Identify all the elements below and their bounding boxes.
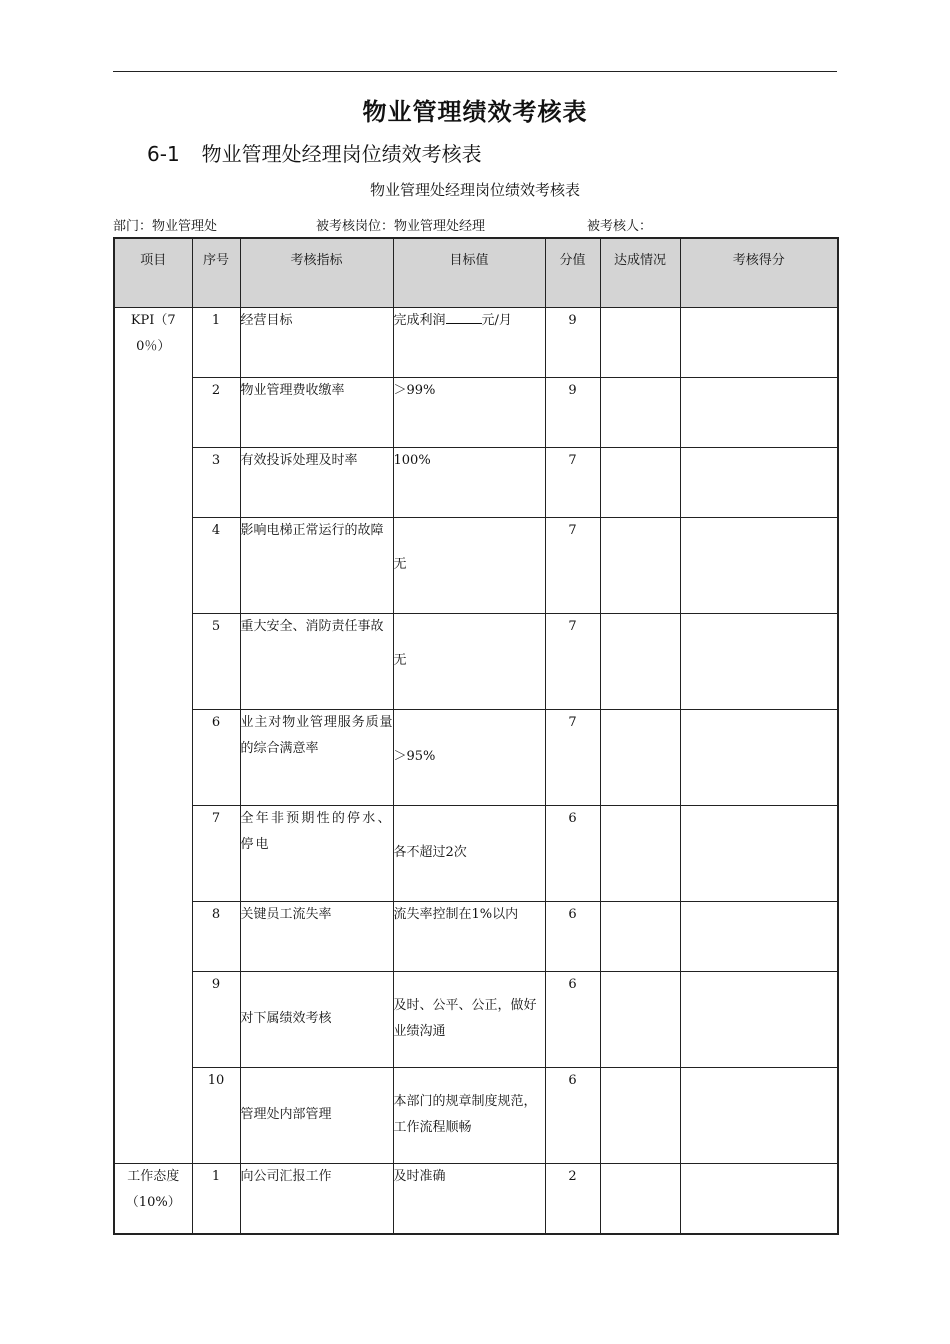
row-score: 9	[545, 377, 600, 447]
row-achievement[interactable]	[600, 1163, 680, 1234]
col-header-target: 目标值	[393, 238, 545, 307]
row-achievement[interactable]	[600, 901, 680, 971]
page-title: 物业管理绩效考核表	[362, 97, 588, 126]
col-header-result: 考核得分	[680, 238, 838, 307]
row-target: 无	[393, 517, 545, 613]
row-score: 2	[545, 1163, 600, 1234]
row-no: 6	[192, 709, 240, 805]
row-achievement[interactable]	[600, 805, 680, 901]
row-result[interactable]	[680, 805, 838, 901]
row-target: 本部门的规章制度规范，工作流程顺畅	[393, 1067, 545, 1163]
row-result[interactable]	[680, 517, 838, 613]
target-suffix: 元/月	[481, 312, 512, 328]
attitude-category-label: 工作态度（10%）	[125, 1168, 181, 1210]
table-row	[114, 307, 838, 377]
row-achievement[interactable]	[600, 377, 680, 447]
kpi-category-label: KPI（70％）	[130, 312, 176, 354]
row-result[interactable]	[680, 1163, 838, 1234]
table-header-row	[114, 238, 838, 307]
kpi-category-cell	[114, 307, 192, 1163]
row-achievement[interactable]	[600, 307, 680, 377]
row-no: 7	[192, 805, 240, 901]
row-score: 6	[545, 1067, 600, 1163]
row-no: 5	[192, 613, 240, 709]
table-row	[114, 613, 838, 709]
row-no: 1	[192, 1163, 240, 1234]
row-achievement[interactable]	[600, 971, 680, 1067]
row-score: 6	[545, 805, 600, 901]
col-header-score: 分值	[545, 238, 600, 307]
row-target: 100%	[393, 447, 545, 517]
row-score: 6	[545, 971, 600, 1067]
row-target: 及时、公平、公正，做好业绩沟通	[393, 971, 545, 1067]
row-result[interactable]	[680, 447, 838, 517]
row-indicator: 业主对物业管理服务质量的综合满意率	[240, 709, 393, 805]
attitude-category-cell	[114, 1163, 192, 1234]
col-header-indicator: 考核指标	[240, 238, 393, 307]
row-no: 3	[192, 447, 240, 517]
row-result[interactable]	[680, 1067, 838, 1163]
department-label: 部门：物业管理处	[113, 219, 218, 234]
row-target: 各不超过2次	[393, 805, 545, 901]
row-result[interactable]	[680, 709, 838, 805]
row-indicator: 对下属绩效考核	[240, 971, 393, 1067]
row-no: 8	[192, 901, 240, 971]
row-achievement[interactable]	[600, 1067, 680, 1163]
row-score: 7	[545, 709, 600, 805]
target-prefix: 完成利润	[393, 312, 446, 328]
section-heading	[147, 138, 482, 167]
row-result[interactable]	[680, 307, 838, 377]
row-indicator: 全年非预期性的停水、停电	[240, 805, 393, 901]
row-score: 6	[545, 901, 600, 971]
row-target: 流失率控制在1%以内	[393, 901, 545, 971]
row-achievement[interactable]	[600, 517, 680, 613]
row-score: 7	[545, 447, 600, 517]
row-indicator: 关键员工流失率	[240, 901, 393, 971]
row-indicator: 向公司汇报工作	[240, 1163, 393, 1234]
table-row	[114, 447, 838, 517]
col-header-item: 项目	[114, 238, 192, 307]
table-row	[114, 1163, 838, 1234]
row-indicator: 经营目标	[240, 307, 393, 377]
row-result[interactable]	[680, 901, 838, 971]
row-target: 及时准确	[393, 1163, 545, 1234]
table-row	[114, 709, 838, 805]
col-header-achievement: 达成情况	[600, 238, 680, 307]
row-indicator: 有效投诉处理及时率	[240, 447, 393, 517]
row-target	[393, 307, 545, 377]
row-no: 10	[192, 1067, 240, 1163]
table-row	[114, 805, 838, 901]
row-score: 9	[545, 307, 600, 377]
table-row	[114, 1067, 838, 1163]
table-row	[114, 377, 838, 447]
row-indicator: 影响电梯正常运行的故障	[240, 517, 393, 613]
table-row	[114, 901, 838, 971]
row-no: 2	[192, 377, 240, 447]
row-no: 4	[192, 517, 240, 613]
row-result[interactable]	[680, 377, 838, 447]
row-indicator: 重大安全、消防责任事故	[240, 613, 393, 709]
row-result[interactable]	[680, 613, 838, 709]
row-target: ＞99%	[393, 377, 545, 447]
row-target: 无	[393, 613, 545, 709]
row-achievement[interactable]	[600, 709, 680, 805]
fill-blank[interactable]	[446, 309, 482, 324]
row-no: 9	[192, 971, 240, 1067]
row-no: 1	[192, 307, 240, 377]
person-label: 被考核人：	[587, 219, 653, 234]
table-caption: 物业管理处经理岗位绩效考核表	[369, 181, 580, 199]
table-row	[114, 971, 838, 1067]
row-score: 7	[545, 613, 600, 709]
section-number: 6-1	[147, 142, 180, 166]
row-achievement[interactable]	[600, 613, 680, 709]
row-result[interactable]	[680, 971, 838, 1067]
post-label: 被考核岗位：物业管理处经理	[316, 219, 486, 234]
table-row	[114, 517, 838, 613]
assessment-table	[113, 237, 839, 1235]
col-header-no: 序号	[192, 238, 240, 307]
row-indicator: 物业管理费收缴率	[240, 377, 393, 447]
top-rule	[113, 71, 837, 72]
row-indicator: 管理处内部管理	[240, 1067, 393, 1163]
section-title: 物业管理处经理岗位绩效考核表	[201, 142, 482, 166]
row-score: 7	[545, 517, 600, 613]
row-target: ＞95%	[393, 709, 545, 805]
row-achievement[interactable]	[600, 447, 680, 517]
